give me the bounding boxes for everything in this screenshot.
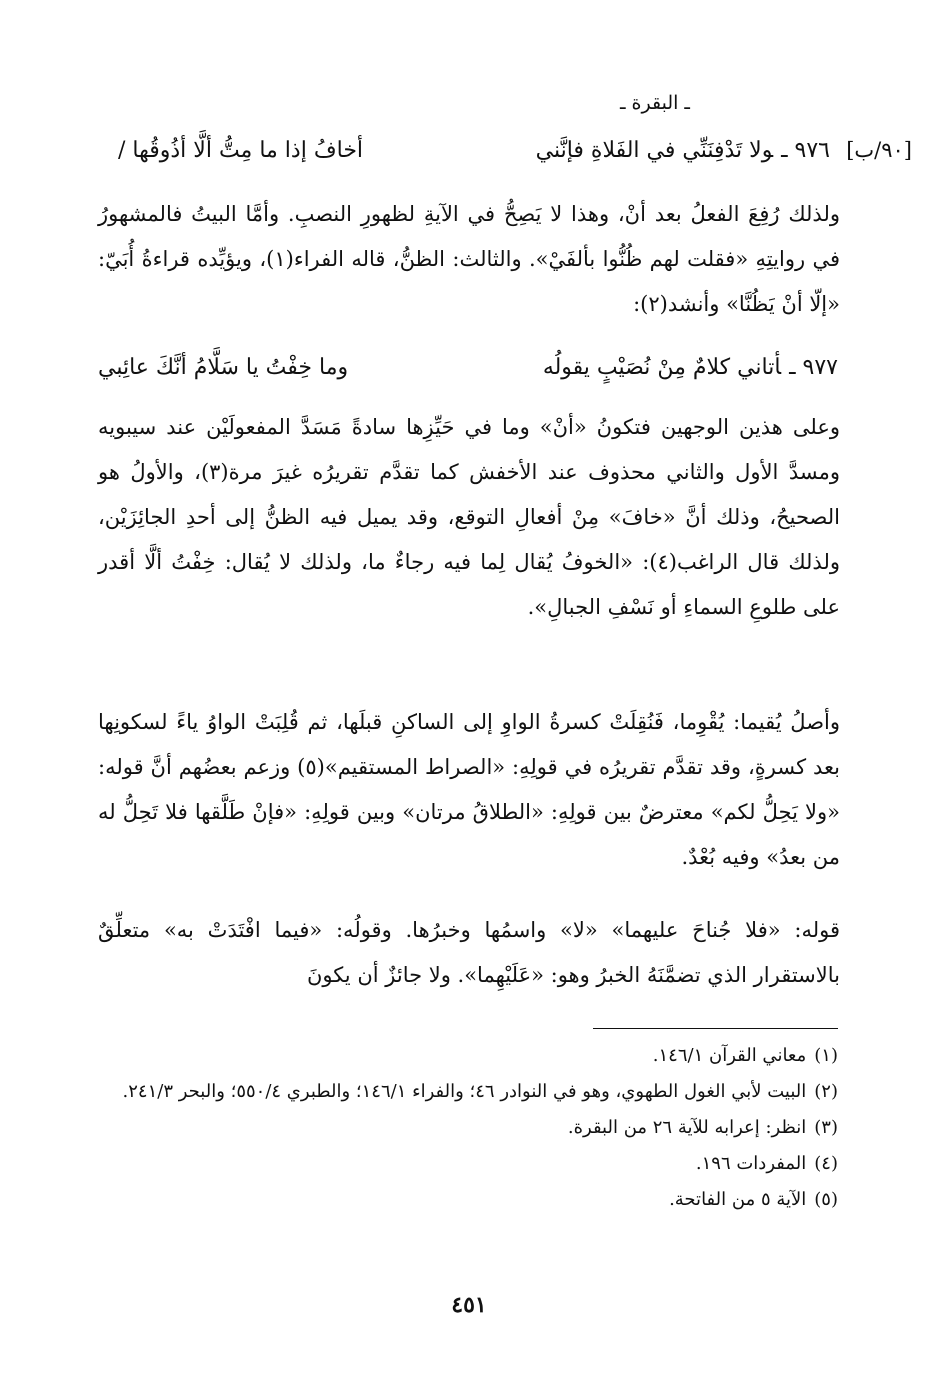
paragraph-1: ولذلك رُفِعَ الفعلُ بعد أنْ، وهذا لا يَصِحُّ في الآيةِ لظهورِ النصبِ. وأمَّا البيتُ فالمشهورُ في روايتِهِ «فقلت لهم ظُنُّوا بألفَيْ». والثالث: الظنُّ، قاله الفراء(١)، ويؤيِّده قراءةُ أُبَيّ: «إلّا أنْ يَظُنَّا» وأنشد(٢): xyxy=(98,202,840,316)
footnote-5: (٥)الآية ٥ من الفاتحة. xyxy=(669,1189,838,1210)
footnotes xyxy=(104,1038,838,1218)
paragraph-3: وأصلُ يُقيما: يُقْوِما، فَنُقِلَتْ كسرةُ الواوِ إلى الساكنِ قبلَها، ثم قُلِبَتْ الواوُ ياءً لسكونِها بعد كسرةٍ، وقد تقدَّم تقريرُه في قولِهِ: «الصراط المستقيم»(٥) وزعم بعضُهم أنَّ قوله: «ولا يَحِلُّ لكم» معترضٌ بين قولِهِ: «الطلاقُ مرتان» وبين قولِهِ: «فإنْ طَلَّقها فلا تَحِلُّ له من بعدُ» وفيه بُعْدٌ. xyxy=(98,710,840,869)
footnote-1: (١)معاني القرآن ١٤٦/١. xyxy=(652,1045,838,1066)
footnote-separator xyxy=(593,1028,838,1029)
paragraph-4: قوله: «فلا جُناحَ عليهما» «لا» واسمُها وخبرُها. وقولُه: «فيما افْتَدَتْ به» متعلِّقٌ بالاستقرار الذي تضمَّنَهُ الخبرُ وهو: «عَلَيْهِما». ولا جائزٌ أن يكونَ xyxy=(98,918,840,987)
verse-977 xyxy=(98,355,838,380)
manuscript-folio-tag: [٩٠/ب] xyxy=(846,138,912,162)
page-number: ٤٥١ xyxy=(451,1292,487,1318)
paragraph-2: وعلى هذين الوجهين فتكونُ «أنْ» وما في حَيِّزِها سادةً مَسَدَّ المفعولَيْن عند سيبويه ومسدَّ الأول والثاني محذوف عند الأخفش كما تقدَّم تقريرُه غيرَ مرة(٣)، والأولُ هو الصحيحُ، وذلك أنَّ «خافَ» مِنْ أفعالِ التوقع، وقد يميل فيه الظنُّ إلى أحدِ الجائِزَيْن، ولذلك قال الراغب(٤): «الخوفُ يُقال لِما فيه رجاءٌ ما، ولذلك لا يُقال: خِفْتُ ألَّا أقدر على طلوعِ السماءِ أو نَسْفِ الجبالِ». xyxy=(98,415,840,619)
running-header: ـ البقرة ـ xyxy=(619,92,690,114)
verse-977-first-hemistich: ٩٧٧ ـأتاني كلامٌ مِنْ نُصَيْبٍ يقولُه xyxy=(542,355,838,380)
footnote-4: (٤)المفردات ١٩٦. xyxy=(695,1153,838,1174)
verse-976 xyxy=(118,138,830,163)
verse-976-number: ٩٧٦ ـ xyxy=(781,138,830,163)
verse-976-second-hemistich: أخافُ إذا ما مِتُّ ألَّا أذُوقُها / xyxy=(118,138,364,163)
verse-977-second-hemistich: وما خِفْتُ يا سَلَّامُ أنَّكَ عائِبي xyxy=(98,355,349,380)
footnote-2: (٢)البيت لأبي الغول الطهوي، وهو في النوادر ٤٦؛ والفراء ١٤٦/١؛ والطبري ٥٥٠/٤؛ والبحر ٢٤١/٣. xyxy=(122,1081,838,1102)
footnote-3: (٣)انظر: إعرابه للآية ٢٦ من البقرة. xyxy=(567,1117,838,1138)
verse-977-number: ٩٧٧ ـ xyxy=(789,355,838,380)
verse-976-first-hemistich: ٩٧٦ ـولا تَدْفِنَنِّي في الفَلاةِ فإنَّني xyxy=(535,138,830,163)
